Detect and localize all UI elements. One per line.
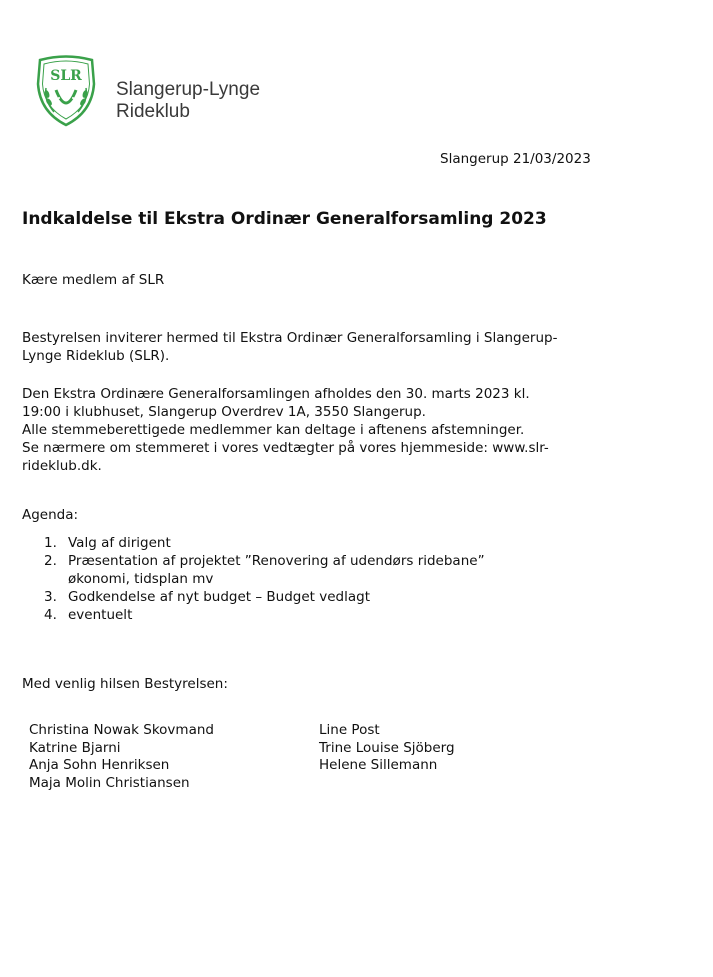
agenda-text: Godkendelse af nyt budget – Budget vedlagt xyxy=(68,589,370,605)
signature-name: Christina Nowak Skovmand xyxy=(29,722,214,738)
agenda-item xyxy=(44,588,485,606)
logo-text: SLR xyxy=(50,68,82,84)
greeting: Kære medlem af SLR xyxy=(22,272,165,288)
agenda-number: 4. xyxy=(44,607,57,623)
paragraph-line: Se nærmere om stemmeret i vores vedtægter på vores hjemmeside: www.slr- xyxy=(22,440,549,456)
invitation-paragraph xyxy=(22,329,557,365)
paragraph-line: Alle stemmeberettigede medlemmer kan deltage i aftenens afstemninger. xyxy=(22,422,525,438)
signature-name: Helene Sillemann xyxy=(319,757,438,773)
agenda-list xyxy=(44,534,485,624)
agenda-number: 3. xyxy=(44,589,57,605)
paragraph-line: Lynge Rideklub (SLR). xyxy=(22,348,170,364)
club-name-line1: Slangerup-Lynge xyxy=(116,79,261,100)
paragraph-line: Bestyrelsen inviterer hermed til Ekstra Ordinær Generalforsamling i Slangerup- xyxy=(22,330,558,346)
agenda-label: Agenda: xyxy=(22,507,79,523)
agenda-item xyxy=(44,534,485,552)
signature-name: Line Post xyxy=(319,722,380,738)
signatures-left xyxy=(29,722,214,792)
date-line: Slangerup 21/03/2023 xyxy=(440,151,591,167)
agenda-text: eventuelt xyxy=(68,607,133,623)
closing: Med venlig hilsen Bestyrelsen: xyxy=(22,676,228,692)
agenda-text: Præsentation af projektet ”Renovering af udendørs ridebane” xyxy=(68,553,485,569)
agenda-number: 2. xyxy=(44,553,57,569)
document-title: Indkaldelse til Ekstra Ordinær Generalforsamling 2023 xyxy=(22,209,547,229)
club-name-line2: Rideklub xyxy=(116,101,190,122)
club-name xyxy=(116,79,260,123)
signature-name: Katrine Bjarni xyxy=(29,739,121,756)
agenda-text: økonomi, tidsplan mv xyxy=(68,571,214,587)
agenda-item xyxy=(44,552,485,588)
paragraph-line: rideklub.dk. xyxy=(22,458,102,474)
signature-name: Maja Molin Christiansen xyxy=(29,774,190,791)
meeting-details-paragraph xyxy=(22,385,549,475)
signature-name: Anja Sohn Henriksen xyxy=(29,757,170,773)
signatures-right xyxy=(319,722,455,775)
agenda-text: Valg af dirigent xyxy=(68,535,171,551)
signature-name: Trine Louise Sjöberg xyxy=(319,739,455,756)
paragraph-line: 19:00 i klubhuset, Slangerup Overdrev 1A, 3550 Slangerup. xyxy=(22,404,426,420)
agenda-number: 1. xyxy=(44,535,57,551)
paragraph-line: Den Ekstra Ordinære Generalforsamlingen afholdes den 30. marts 2023 kl. xyxy=(22,386,530,402)
club-logo-icon xyxy=(32,54,100,128)
agenda-item xyxy=(44,606,485,624)
